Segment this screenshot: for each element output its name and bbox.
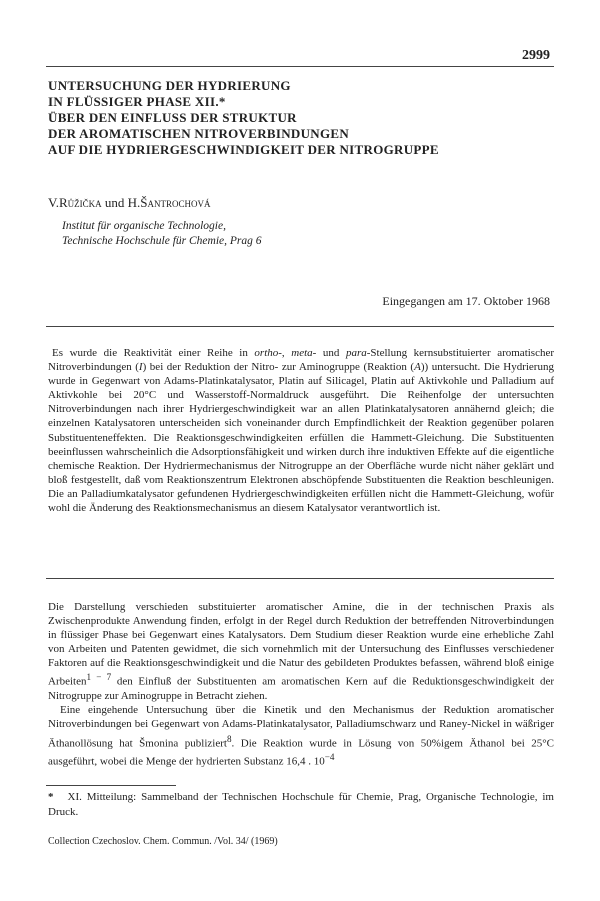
- reference-superscript: 8: [226, 733, 232, 744]
- paragraph-text: . Die Reaktion wurde in Lösung von 50%igem Äthanol bei 25°C ausgeführt, wobei die Menge der hydrierten Substanz 16,4 . 10: [48, 737, 554, 768]
- abstract-italic: I: [138, 361, 143, 374]
- paragraph-text: Die Darstellung verschieden substituierter aromatischer Amine, die in der technischen Praxis als Zwischenprodukte Anwendung finden, erfolgt in der Regel durch Reduktion der betreffenden Nitroverbindungen in flüssiger Phase bei Gegenwart eines Katalysators. Dem Studium dieser Reaktion wurde eine erhebliche Zahl von Arbeiten und Patenten gewidmet, die sich vornehmlich mit der Untersuchung des Einflusses verschiedener Faktoren auf die Reaktionsgeschwindigkeit und die Natur des gebildeten Produktes befassen, während bloß einige Arbeiten: [48, 601, 554, 689]
- affiliation: [62, 219, 262, 249]
- article-title: [48, 78, 552, 158]
- footnote-mark: *: [48, 791, 54, 803]
- title-line: IN FLÜSSIGER PHASE XII.*: [48, 94, 226, 109]
- abstract-text: ,: [281, 347, 292, 359]
- journal-citation: Collection Czechoslov. Chem. Commun. /Vol. 34/ (1969): [48, 836, 278, 847]
- abstract: [48, 346, 554, 515]
- title-line: AUF DIE HYDRIERGESCHWINDIGKEIT DER NITROGRUPPE: [48, 142, 439, 157]
- abstract-text: )) untersucht. Die Hydrierung wurde in Gegenwart von Adams-Platinkatalysator, Platin auf Silicagel, Platin auf Aktivkohle und Palladium auf Aktivkohle bei 20°C und Wasserstoff-Normaldruck ausgeführt. Die Reihenfolge der untersuchten Nitroverbindungen nach ihrer Hydriergeschwindigkeit war an allen Platinkatalysatoren annähernd gleich; die einzelnen Katalysatoren unterscheiden sich voneinander durch Empfindlichkeit der Reaktion gegenüber polaren Substituenteneffekten. Die Reaktionsgeschwindigkeiten erfüllen die Hammett-Gleichung. Die Substituenten beeinflussen wahrscheinlich die Adsorptionsfähigkeit und wirken durch ihre induktiven Effekte auf die eigentliche chemische Reaktion. Der Hydriermechanismus der Nitrogruppe an der Oberfläche wurde nicht näher geklärt und bloß festgestellt, daß vom Reaktionszentrum Elektronen abschöpfende Substituenten die Reaktion beschleunigen. Die an Palladiumkatalysator gefundenen Hydriergeschwindigkeiten erfüllen nicht die Hammett-Gleichung, wofür wohl die Änderung des Reaktionsmechanismus an diesem Katalysator verantwortlich ist.: [48, 361, 554, 515]
- paragraph-text: Eine eingehende Untersuchung über die Kinetik und den Mechanismus der Reduktion aromatischer Nitroverbindungen bei Gegenwart von Adams-Platinkatalysator, Palladiumschwarz und Raney-Nickel in wäßriger Äthanollösung hat Šmonina publiziert: [48, 704, 554, 750]
- abstract-text: und: [316, 347, 346, 359]
- author-connector: und: [101, 195, 128, 210]
- abstract-italic: meta-: [291, 347, 317, 359]
- abstract-italic: para-: [345, 347, 371, 359]
- author-1-initial: V.: [48, 195, 59, 210]
- footnote: [48, 790, 554, 819]
- author-2-surname: Šantrochová: [140, 195, 211, 210]
- paragraph: [48, 703, 554, 769]
- body-text: [48, 600, 554, 769]
- authors: [48, 195, 211, 211]
- abstract-text: Es wurde die Reaktivität einer Reihe in: [52, 347, 255, 359]
- page-number: 2999: [522, 48, 550, 63]
- received-date: Eingegangen am 17. Oktober 1968: [382, 294, 550, 308]
- abstract-italic: ortho-: [254, 347, 282, 359]
- title-line: DER AROMATISCHEN NITROVERBINDUNGEN: [48, 126, 350, 141]
- abstract-text: ) bei der Reduktion der Nitro- zur Aminogruppe (Reaktion (: [142, 361, 415, 374]
- abstract-bottom-rule: [46, 578, 554, 579]
- affiliation-line: Technische Hochschule für Chemie, Prag 6: [62, 235, 262, 247]
- author-1-surname: Růžička: [58, 195, 102, 210]
- abstract-top-rule: [46, 326, 554, 327]
- affiliation-line: Institut für organische Technologie,: [62, 220, 226, 232]
- footnote-text: XI. Mitteilung: Sammelband der Technischen Hochschule für Chemie, Prag, Organische Technologie, im Druck.: [48, 791, 554, 818]
- title-line: ÜBER DEN EINFLUSS DER STRUKTUR: [48, 110, 297, 125]
- author-2-initial: H.: [127, 195, 141, 210]
- reference-superscript: 1 − 7: [86, 672, 112, 683]
- footnote-rule: [46, 785, 176, 786]
- paragraph-text: den Einfluß der Substituenten am aromatischen Kern auf die Reduktionsgeschwindigkeit der Nitrogruppe zur Aminogruppe in Betracht ziehen.: [48, 676, 554, 703]
- abstract-italic: A: [414, 361, 421, 374]
- paragraph: [48, 600, 554, 703]
- abstract-text: Stellung kernsubstituierter aromatischer Nitroverbindungen (: [48, 347, 555, 374]
- exponent-superscript: −4: [324, 752, 335, 763]
- title-line: UNTERSUCHUNG DER HYDRIERUNG: [48, 78, 291, 93]
- header-rule: [46, 66, 554, 67]
